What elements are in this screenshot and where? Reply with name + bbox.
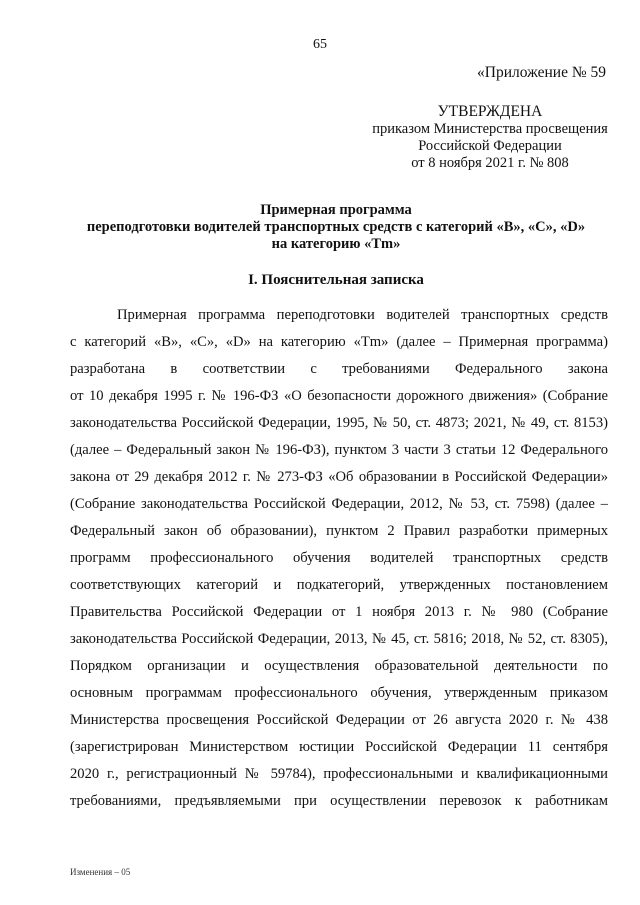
body-line: (далее – Федеральный закон № 196-ФЗ), пунктом 3 части 3 статьи 12 Федерального: [70, 442, 608, 458]
document-title: [0, 202, 640, 253]
body-line: программ профессионального обучения водителей транспортных средств: [70, 550, 608, 566]
body-line: (зарегистрирован Министерством юстиции Российской Федерации 11 сентября: [70, 739, 608, 755]
title-line: на категорию «Tm»: [271, 236, 401, 252]
approval-block: [340, 102, 640, 172]
body-line: Порядком организации и осуществления образовательной деятельности по: [70, 658, 608, 674]
body-line: от 10 декабря 1995 г. № 196-ФЗ «О безопасности дорожного движения» (Собрание: [70, 388, 608, 404]
body-line: Примерная программа переподготовки водителей транспортных средств: [117, 307, 608, 323]
approval-line: от 8 ноября 2021 г. № 808: [411, 155, 569, 171]
body-line: (Собрание законодательства Российской Федерации, 2012, № 53, ст. 7598) (далее –: [70, 496, 608, 512]
body-line: разработана в соответствии с требованиями Федерального закона: [70, 361, 608, 377]
approval-heading: УТВЕРЖДЕНА: [437, 103, 543, 120]
body-line: соответствующих категорий и подкатегорий, утвержденных постановлением: [70, 577, 608, 593]
section-heading: I. Пояснительная записка: [248, 272, 424, 288]
body-line: Федеральный закон об образовании), пунктом 2 Правил разработки примерных: [70, 523, 608, 539]
body-line: законодательства Российской Федерации, 1995, № 50, ст. 4873; 2021, № 49, ст. 8153): [70, 415, 608, 431]
title-line: Примерная программа: [260, 202, 412, 218]
body-line: Министерства просвещения Российской Федерации от 26 августа 2020 г. № 438: [70, 712, 608, 728]
approval-line: приказом Министерства просвещения: [372, 121, 608, 137]
page-number: 65: [313, 37, 327, 52]
title-line: переподготовки водителей транспортных средств с категорий «B», «C», «D»: [86, 219, 586, 235]
body-line: законодательства Российской Федерации, 2013, № 45, ст. 5816; 2018, № 52, ст. 8305),: [70, 631, 608, 647]
body-line: закона от 29 декабря 2012 г. № 273-ФЗ «Об образовании в Российской Федерации»: [70, 469, 608, 485]
body-line: Правительства Российской Федерации от 1 ноября 2013 г. № 980 (Собрание: [70, 604, 608, 620]
body-paragraph: [70, 302, 608, 815]
body-line: основным программам профессионального обучения, утвержденным приказом: [70, 685, 608, 701]
body-line: требованиями, предъявляемыми при осуществлении перевозок к работникам: [70, 793, 608, 809]
body-line: с категорий «B», «C», «D» на категорию «Tm» (далее – Примерная программа): [70, 334, 608, 350]
body-line: 2020 г., регистрационный № 59784), профессиональными и квалификационными: [70, 766, 608, 782]
footer-note: Изменения – 05: [70, 867, 131, 877]
appendix-label: «Приложение № 59: [477, 64, 606, 81]
approval-line: Российской Федерации: [418, 138, 562, 154]
